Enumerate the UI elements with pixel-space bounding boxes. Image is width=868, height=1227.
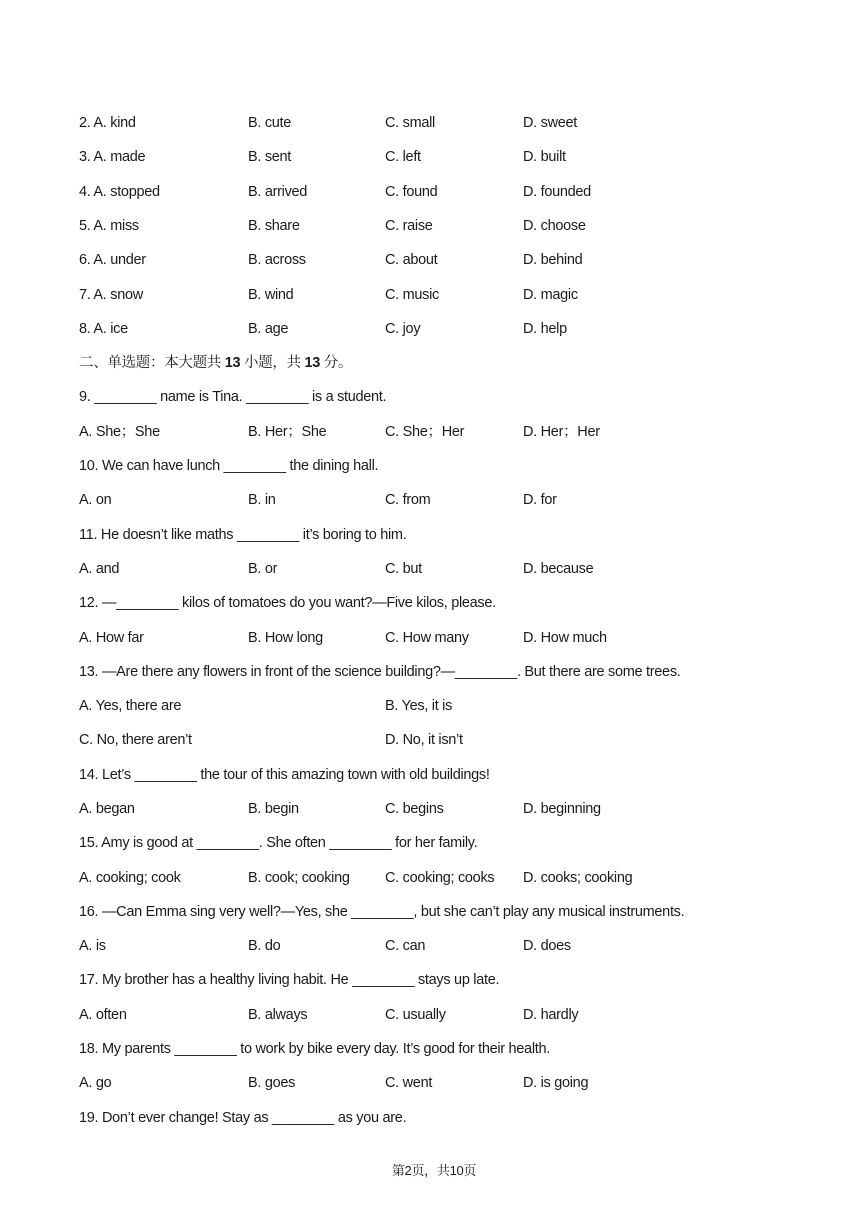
option-item: B. across bbox=[248, 252, 306, 268]
section-heading-part: 13 bbox=[304, 355, 321, 371]
option-item: B. cute bbox=[248, 115, 292, 131]
option-item: C. No, there aren’t bbox=[79, 732, 192, 748]
option-item: D. because bbox=[523, 561, 594, 577]
option-item: B. Her；She bbox=[248, 424, 327, 440]
option-item: B. cook; cooking bbox=[248, 870, 350, 886]
option-item: A. cooking; cook bbox=[79, 870, 181, 886]
option-item: C. small bbox=[385, 115, 435, 131]
option-item: B. Yes, it is bbox=[385, 698, 453, 714]
section-heading-part: 13 bbox=[224, 355, 241, 371]
option-item: D. behind bbox=[523, 252, 583, 268]
option-item: D. help bbox=[523, 321, 567, 337]
option-item: D. cooks; cooking bbox=[523, 870, 633, 886]
option-item: A. often bbox=[79, 1007, 127, 1023]
option-item: C. joy bbox=[385, 321, 421, 337]
option-item: A. on bbox=[79, 492, 112, 508]
option-item: D. does bbox=[523, 938, 571, 954]
option-item: D. magic bbox=[523, 287, 578, 303]
option-item: C. usually bbox=[385, 1007, 446, 1023]
option-item: B. goes bbox=[248, 1075, 296, 1091]
option-item: B. arrived bbox=[248, 184, 308, 200]
option-item: B. How long bbox=[248, 630, 323, 646]
option-item: D. beginning bbox=[523, 801, 601, 817]
option-item: B. sent bbox=[248, 149, 292, 165]
option-item: A. She；She bbox=[79, 424, 160, 440]
question-text: 16. —Can Emma sing very well?—Yes, she ________, but she can’t play any musical instruments. bbox=[79, 904, 685, 920]
option-item: D. No, it isn’t bbox=[385, 732, 463, 748]
option-item: 7. A. snow bbox=[79, 287, 143, 303]
option-item: B. or bbox=[248, 561, 278, 577]
question-text: 19. Don’t ever change! Stay as ________ as you are. bbox=[79, 1110, 407, 1126]
option-item: A. and bbox=[79, 561, 120, 577]
question-text: 14. Let’s ________ the tour of this amazing town with old buildings! bbox=[79, 767, 490, 783]
section-heading-part: 分。 bbox=[320, 355, 353, 371]
option-item: A. How far bbox=[79, 630, 144, 646]
option-item: 4. A. stopped bbox=[79, 184, 160, 200]
question-text: 18. My parents ________ to work by bike every day. It’s good for their health. bbox=[79, 1041, 550, 1057]
option-item: D. founded bbox=[523, 184, 591, 200]
option-item: A. began bbox=[79, 801, 135, 817]
question-text: 9. ________ name is Tina. ________ is a student. bbox=[79, 389, 387, 405]
question-text: 13. —Are there any flowers in front of the science building?—________. But there are some trees. bbox=[79, 664, 681, 680]
option-item: 8. A. ice bbox=[79, 321, 128, 337]
option-item: A. Yes, there are bbox=[79, 698, 182, 714]
option-item: 2. A. kind bbox=[79, 115, 136, 131]
option-item: C. raise bbox=[385, 218, 433, 234]
option-item: B. in bbox=[248, 492, 276, 508]
option-item: C. How many bbox=[385, 630, 469, 646]
option-item: D. built bbox=[523, 149, 566, 165]
section-heading-part: 二、单选题：本大题共 bbox=[79, 355, 225, 371]
option-item: B. do bbox=[248, 938, 281, 954]
option-item: 5. A. miss bbox=[79, 218, 139, 234]
option-item: C. begins bbox=[385, 801, 444, 817]
section-heading-part: 小题，共 bbox=[240, 355, 305, 371]
option-item: D. sweet bbox=[523, 115, 578, 131]
option-item: D. hardly bbox=[523, 1007, 579, 1023]
option-item: C. found bbox=[385, 184, 438, 200]
option-item: C. left bbox=[385, 149, 421, 165]
option-item: C. She；Her bbox=[385, 424, 465, 440]
option-item: D. How much bbox=[523, 630, 607, 646]
option-item: A. is bbox=[79, 938, 106, 954]
option-item: D. is going bbox=[523, 1075, 589, 1091]
option-item: C. about bbox=[385, 252, 438, 268]
option-item: B. always bbox=[248, 1007, 308, 1023]
question-text: 15. Amy is good at ________. She often ________ for her family. bbox=[79, 835, 478, 851]
option-item: C. can bbox=[385, 938, 426, 954]
option-item: C. from bbox=[385, 492, 431, 508]
option-item: B. wind bbox=[248, 287, 294, 303]
page-footer: 第2页，共10页 bbox=[391, 1163, 477, 1178]
option-item: D. Her；Her bbox=[523, 424, 600, 440]
question-text: 17. My brother has a healthy living habit. He ________ stays up late. bbox=[79, 972, 500, 988]
option-item: B. share bbox=[248, 218, 300, 234]
section-heading bbox=[79, 354, 352, 372]
option-item: C. but bbox=[385, 561, 422, 577]
option-item: A. go bbox=[79, 1075, 112, 1091]
option-item: C. music bbox=[385, 287, 439, 303]
option-item: 3. A. made bbox=[79, 149, 146, 165]
question-text: 12. —________ kilos of tomatoes do you want?—Five kilos, please. bbox=[79, 595, 496, 611]
option-item: D. choose bbox=[523, 218, 586, 234]
option-item: B. begin bbox=[248, 801, 299, 817]
option-item: D. for bbox=[523, 492, 557, 508]
question-text: 10. We can have lunch ________ the dining hall. bbox=[79, 458, 379, 474]
option-item: 6. A. under bbox=[79, 252, 146, 268]
question-text: 11. He doesn’t like maths ________ it’s boring to him. bbox=[79, 527, 407, 543]
option-item: C. went bbox=[385, 1075, 433, 1091]
option-item: C. cooking; cooks bbox=[385, 870, 495, 886]
option-item: B. age bbox=[248, 321, 289, 337]
